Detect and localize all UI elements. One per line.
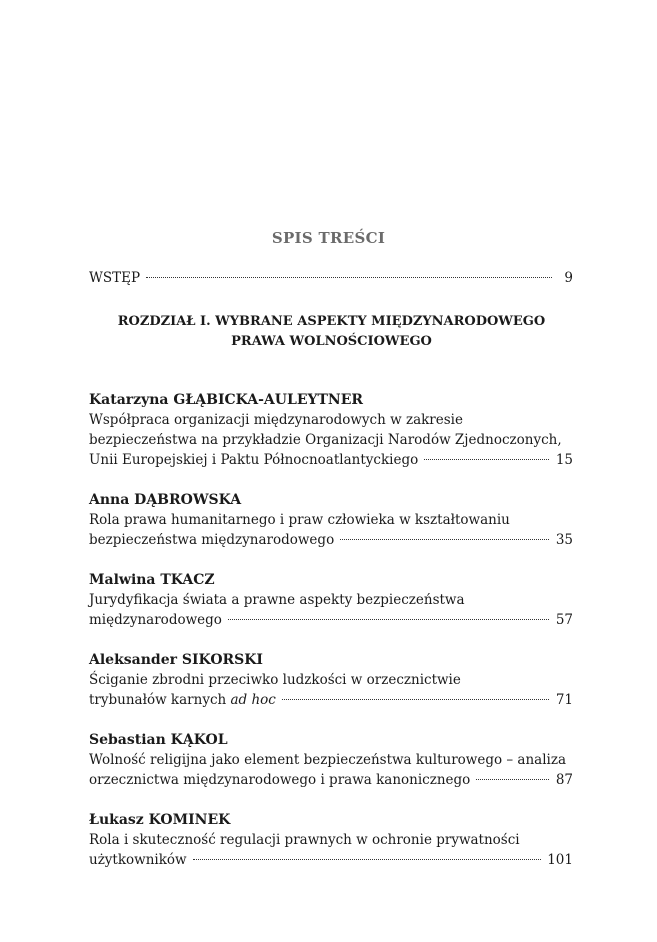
author-name [89,390,573,410]
chapter-heading-line-1: ROZDZIAŁ I. WYBRANE ASPEKTY MIĘDZYNARODOWEGO [117,314,546,329]
author-first-name: Malwina [89,572,156,588]
entry-title-line: Jurydyfikacja świata a prawne aspekty bezpieczeństwa [89,592,465,608]
author-last-name: KĄKOL [170,732,228,748]
toc-entry[interactable] [89,650,573,710]
entry-title-last-line [89,610,573,630]
entry-title-last-line [89,690,573,710]
chapter-heading [0,312,657,352]
author-first-name: Anna [89,492,130,508]
entry-title-line: Rola prawa humanitarnego i praw człowieka w kształtowaniu [89,512,510,528]
entry-page-number: 101 [547,852,573,868]
entry-title-last-line [89,530,573,550]
entry-title-line: orzecznictwa międzynarodowego i prawa kanonicznego [89,772,471,788]
entry-page-number: 87 [555,772,573,788]
entry-page-number: 57 [555,612,573,628]
entry-title-last-line [89,770,573,790]
toc-title: SPIS TREŚCI [271,229,386,247]
entry-title-italic: ad hoc [230,692,276,708]
dot-leader [193,859,542,860]
toc-entry[interactable] [89,730,573,790]
author-name [89,810,573,830]
toc-intro-entry[interactable] [89,270,573,286]
dot-leader [282,699,549,700]
entry-title-line: bezpieczeństwa międzynarodowego [89,532,335,548]
toc-entry[interactable] [89,490,573,550]
entry-title-line: Unii Europejskiej i Paktu Północnoatlantyckiego [89,452,419,468]
author-last-name: KOMINEK [148,812,231,828]
author-first-name: Sebastian [89,732,166,748]
entry-title-line: międzynarodowego [89,612,222,628]
author-last-name: TKACZ [160,572,215,588]
intro-label: WSTĘP [89,270,141,286]
author-name [89,490,573,510]
toc-entry[interactable] [89,810,573,870]
entry-page-number: 15 [555,452,573,468]
dot-leader [424,459,549,460]
entry-title-line [89,690,276,710]
author-first-name: Katarzyna [89,392,169,408]
entry-title-line: Ściganie zbrodni przeciwko ludzkości w orzecznictwie [89,672,461,688]
entry-title-line: Współpraca organizacji międzynarodowych w zakresie [89,412,463,428]
dot-leader [340,539,549,540]
author-first-name: Łukasz [89,812,144,828]
dot-leader [476,779,549,780]
dot-leader [228,619,549,620]
dot-leader [146,277,552,278]
entry-title-line: bezpieczeństwa na przykładzie Organizacji Narodów Zjednoczonych, [89,432,562,448]
entry-title-last-line [89,450,573,470]
author-last-name: GŁĄBICKA-AULEYTNER [173,392,364,408]
author-last-name: SIKORSKI [181,652,263,668]
author-last-name: DĄBROWSKA [134,492,242,508]
author-first-name: Aleksander [89,652,177,668]
author-name [89,730,573,750]
entry-title-line: Rola i skuteczność regulacji prawnych w ochronie prywatności [89,832,520,848]
toc-entry[interactable] [89,570,573,630]
entry-title-line: użytkowników [89,852,187,868]
chapter-heading-line-2: PRAWA WOLNOŚCIOWEGO [231,334,432,349]
toc-entry[interactable] [89,390,573,470]
author-name [89,570,573,590]
entry-title-line: Wolność religijna jako element bezpieczeństwa kulturowego – analiza [89,752,567,768]
author-name [89,650,573,670]
intro-page-number: 9 [564,270,573,286]
entry-title-text: trybunałów karnych [89,692,227,708]
entry-page-number: 35 [555,532,573,548]
entry-title-last-line [89,850,573,870]
toc-entries [89,390,573,870]
entry-page-number: 71 [555,692,573,708]
